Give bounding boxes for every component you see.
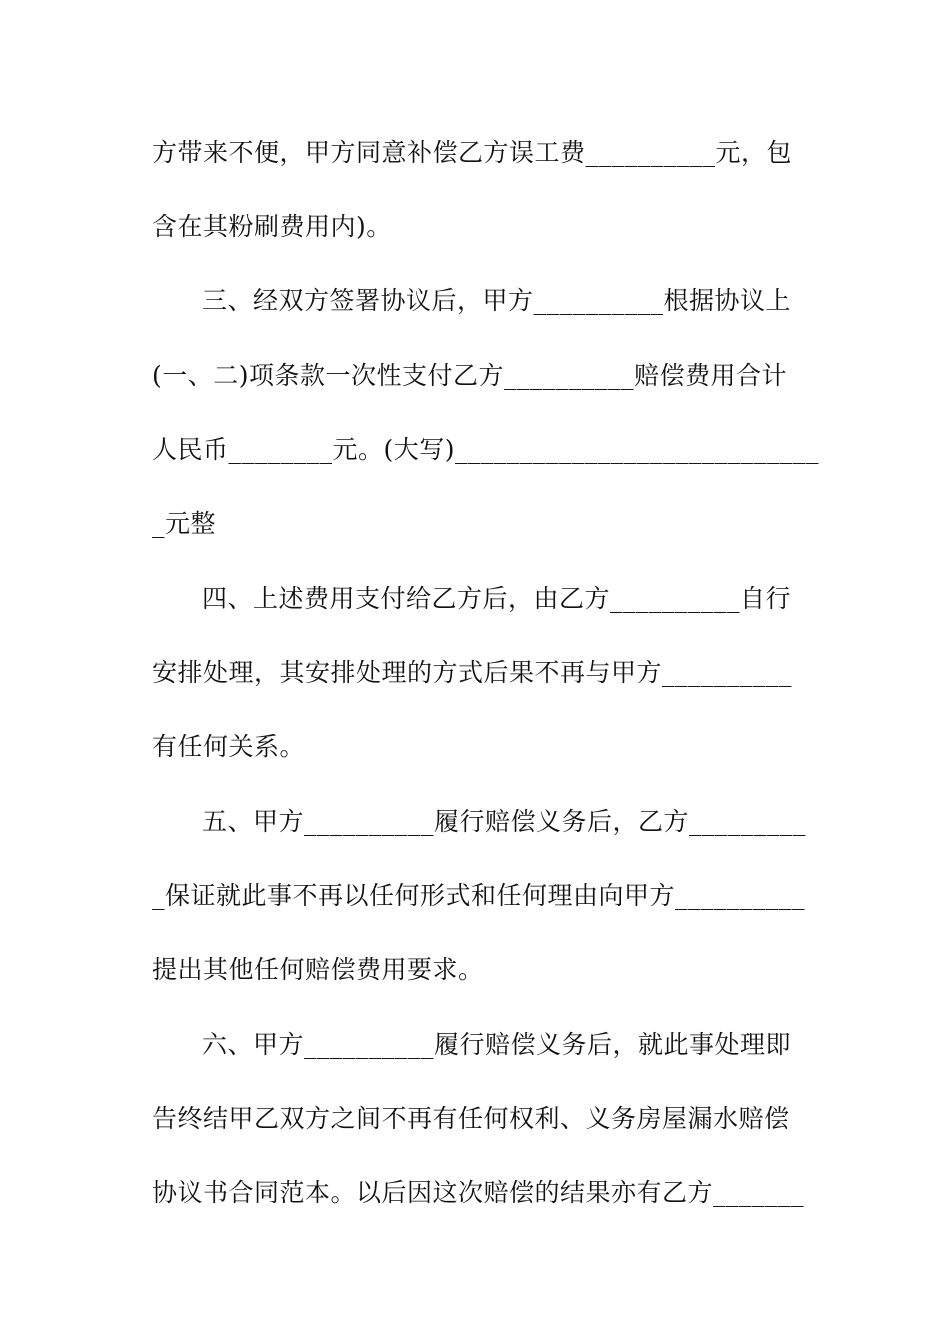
paragraph-line: 含在其粉刷费用内)。 [152, 212, 392, 241]
paragraph-line: (一、二)项条款一次性支付乙方__________赔偿费用合计 [152, 361, 788, 390]
paragraph-line: _元整 [152, 509, 217, 538]
paragraph-line: 有任何关系。 [152, 732, 306, 761]
clause-six-line: 六、甲方__________履行赔偿义务后，就此事处理即 [202, 1030, 792, 1059]
paragraph-line: 协议书合同范本。以后因这次赔偿的结果亦有乙方_______ [152, 1178, 805, 1207]
clause-three-line: 三、经双方签署协议后，甲方__________根据协议上 [202, 286, 792, 315]
paragraph-line: 方带来不便，甲方同意补偿乙方误工费__________元，包 [152, 138, 793, 167]
paragraph-line: _保证就此事不再以任何形式和任何理由向甲方__________ [152, 881, 806, 910]
clause-four-line: 四、上述费用支付给乙方后，由乙方__________自行 [202, 584, 792, 613]
paragraph-line: 提出其他任何赔偿费用要求。 [152, 955, 484, 984]
paragraph-line: 告终结甲乙双方之间不再有任何权利、义务房屋漏水赔偿 [152, 1104, 790, 1133]
paragraph-line: 安排处理，其安排处理的方式后果不再与甲方__________ [152, 658, 793, 687]
clause-five-line: 五、甲方__________履行赔偿义务后，乙方_________ [202, 807, 807, 836]
paragraph-line: 人民币________元。(大写)____________________________ [152, 435, 820, 464]
